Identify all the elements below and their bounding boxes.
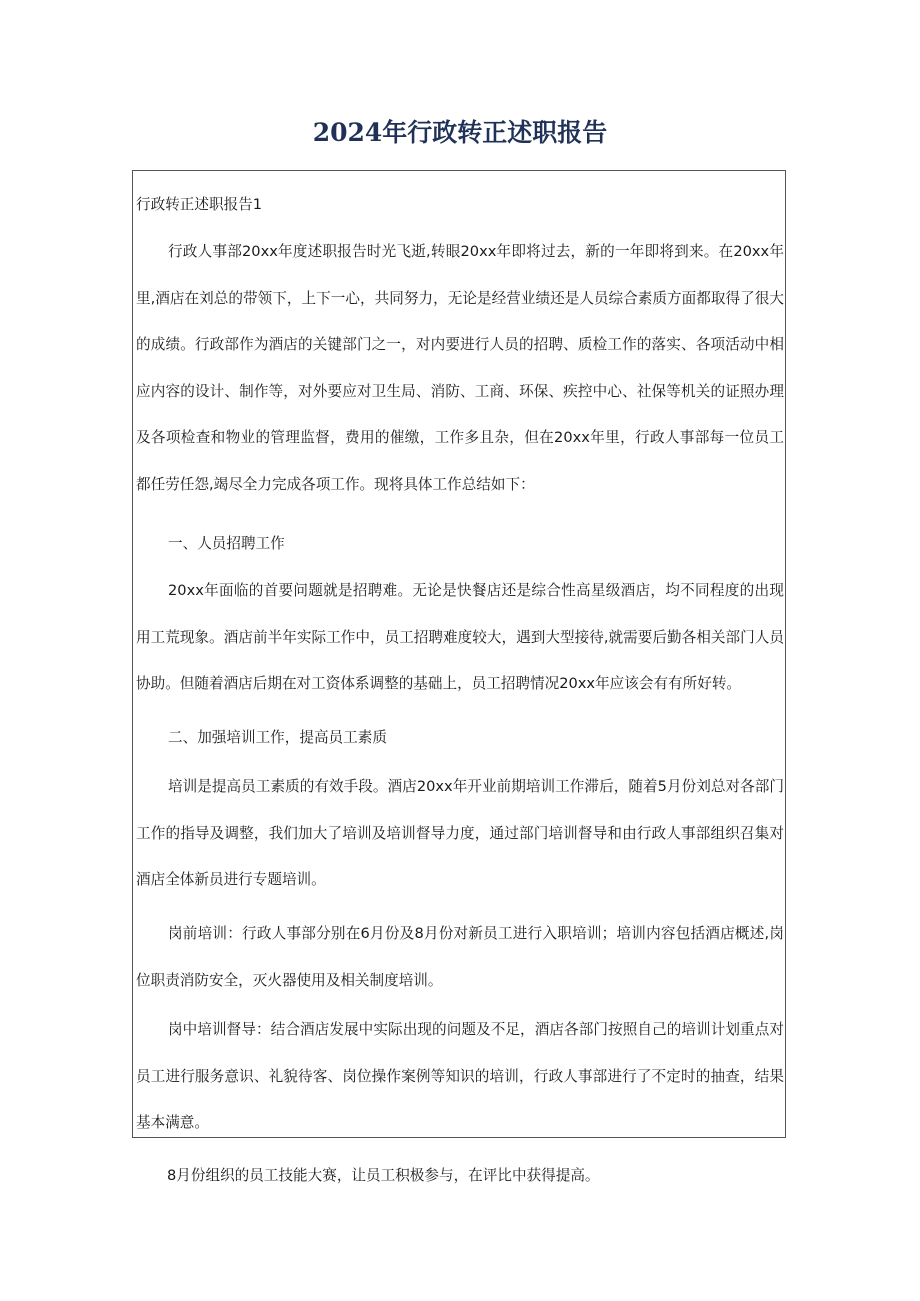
section-heading-recruitment: 一、人员招聘工作 [168, 535, 285, 552]
pre-job-training-paragraph: 岗前培训：行政人事部分别在6月份及8月份对新员工进行入职培训；培训内容包括酒店概述,岗位职责消防安全，灭火器使用及相关制度培训。 [136, 925, 784, 989]
skills-contest-paragraph: 8月份组织的员工技能大赛，让员工积极参与，在评比中获得提高。 [167, 1167, 600, 1184]
recruitment-paragraph: 20xx年面临的首要问题就是招聘难。无论是快餐店还是综合性高星级酒店，均不同程度的出现用工荒现象。酒店前半年实际工作中，员工招聘难度较大，遇到大型接待,就需要后勤各相关部门人员协助。但随着酒店后期在对工资体系调整的基础上，员工招聘情况20xx年应该会有有所好转。 [136, 582, 784, 693]
report-heading: 行政转正述职报告1 [136, 196, 263, 213]
on-job-training-paragraph: 岗中培训督导：结合酒店发展中实际出现的问题及不足，酒店各部门按照自己的培训计划重点对员工进行服务意识、礼貌待客、岗位操作案例等知识的培训，行政人事部进行了不定时的抽查，结果基本满意。 [136, 1021, 784, 1132]
content-frame [132, 170, 786, 1138]
training-paragraph: 培训是提高员工素质的有效手段。酒店20xx年开业前期培训工作滞后，随着5月份刘总对各部门工作的指导及调整，我们加大了培训及培训督导力度，通过部门培训督导和由行政人事部组织召集对酒店全体新员进行专题培训。 [136, 778, 784, 889]
section-heading-training: 二、加强培训工作，提高员工素质 [168, 729, 387, 746]
document-title: 2024年行政转正述职报告 [312, 118, 608, 147]
intro-paragraph: 行政人事部20xx年度述职报告时光飞逝,转眼20xx年即将过去，新的一年即将到来。在20xx年里,酒店在刘总的带领下，上下一心，共同努力，无论是经营业绩还是人员综合素质方面都取得了很大的成绩。行政部作为酒店的关键部门之一，对内要进行人员的招聘、质检工作的落实、各项活动中相应内容的设计、制作等，对外要应对卫生局、消防、工商、环保、疾控中心、社保等机关的证照办理及各项检查和物业的管理监督，费用的催缴，工作多且杂，但在20xx年里，行政人事部每一位员工都任劳任怨,竭尽全力完成各项工作。现将具体工作总结如下： [136, 243, 784, 493]
